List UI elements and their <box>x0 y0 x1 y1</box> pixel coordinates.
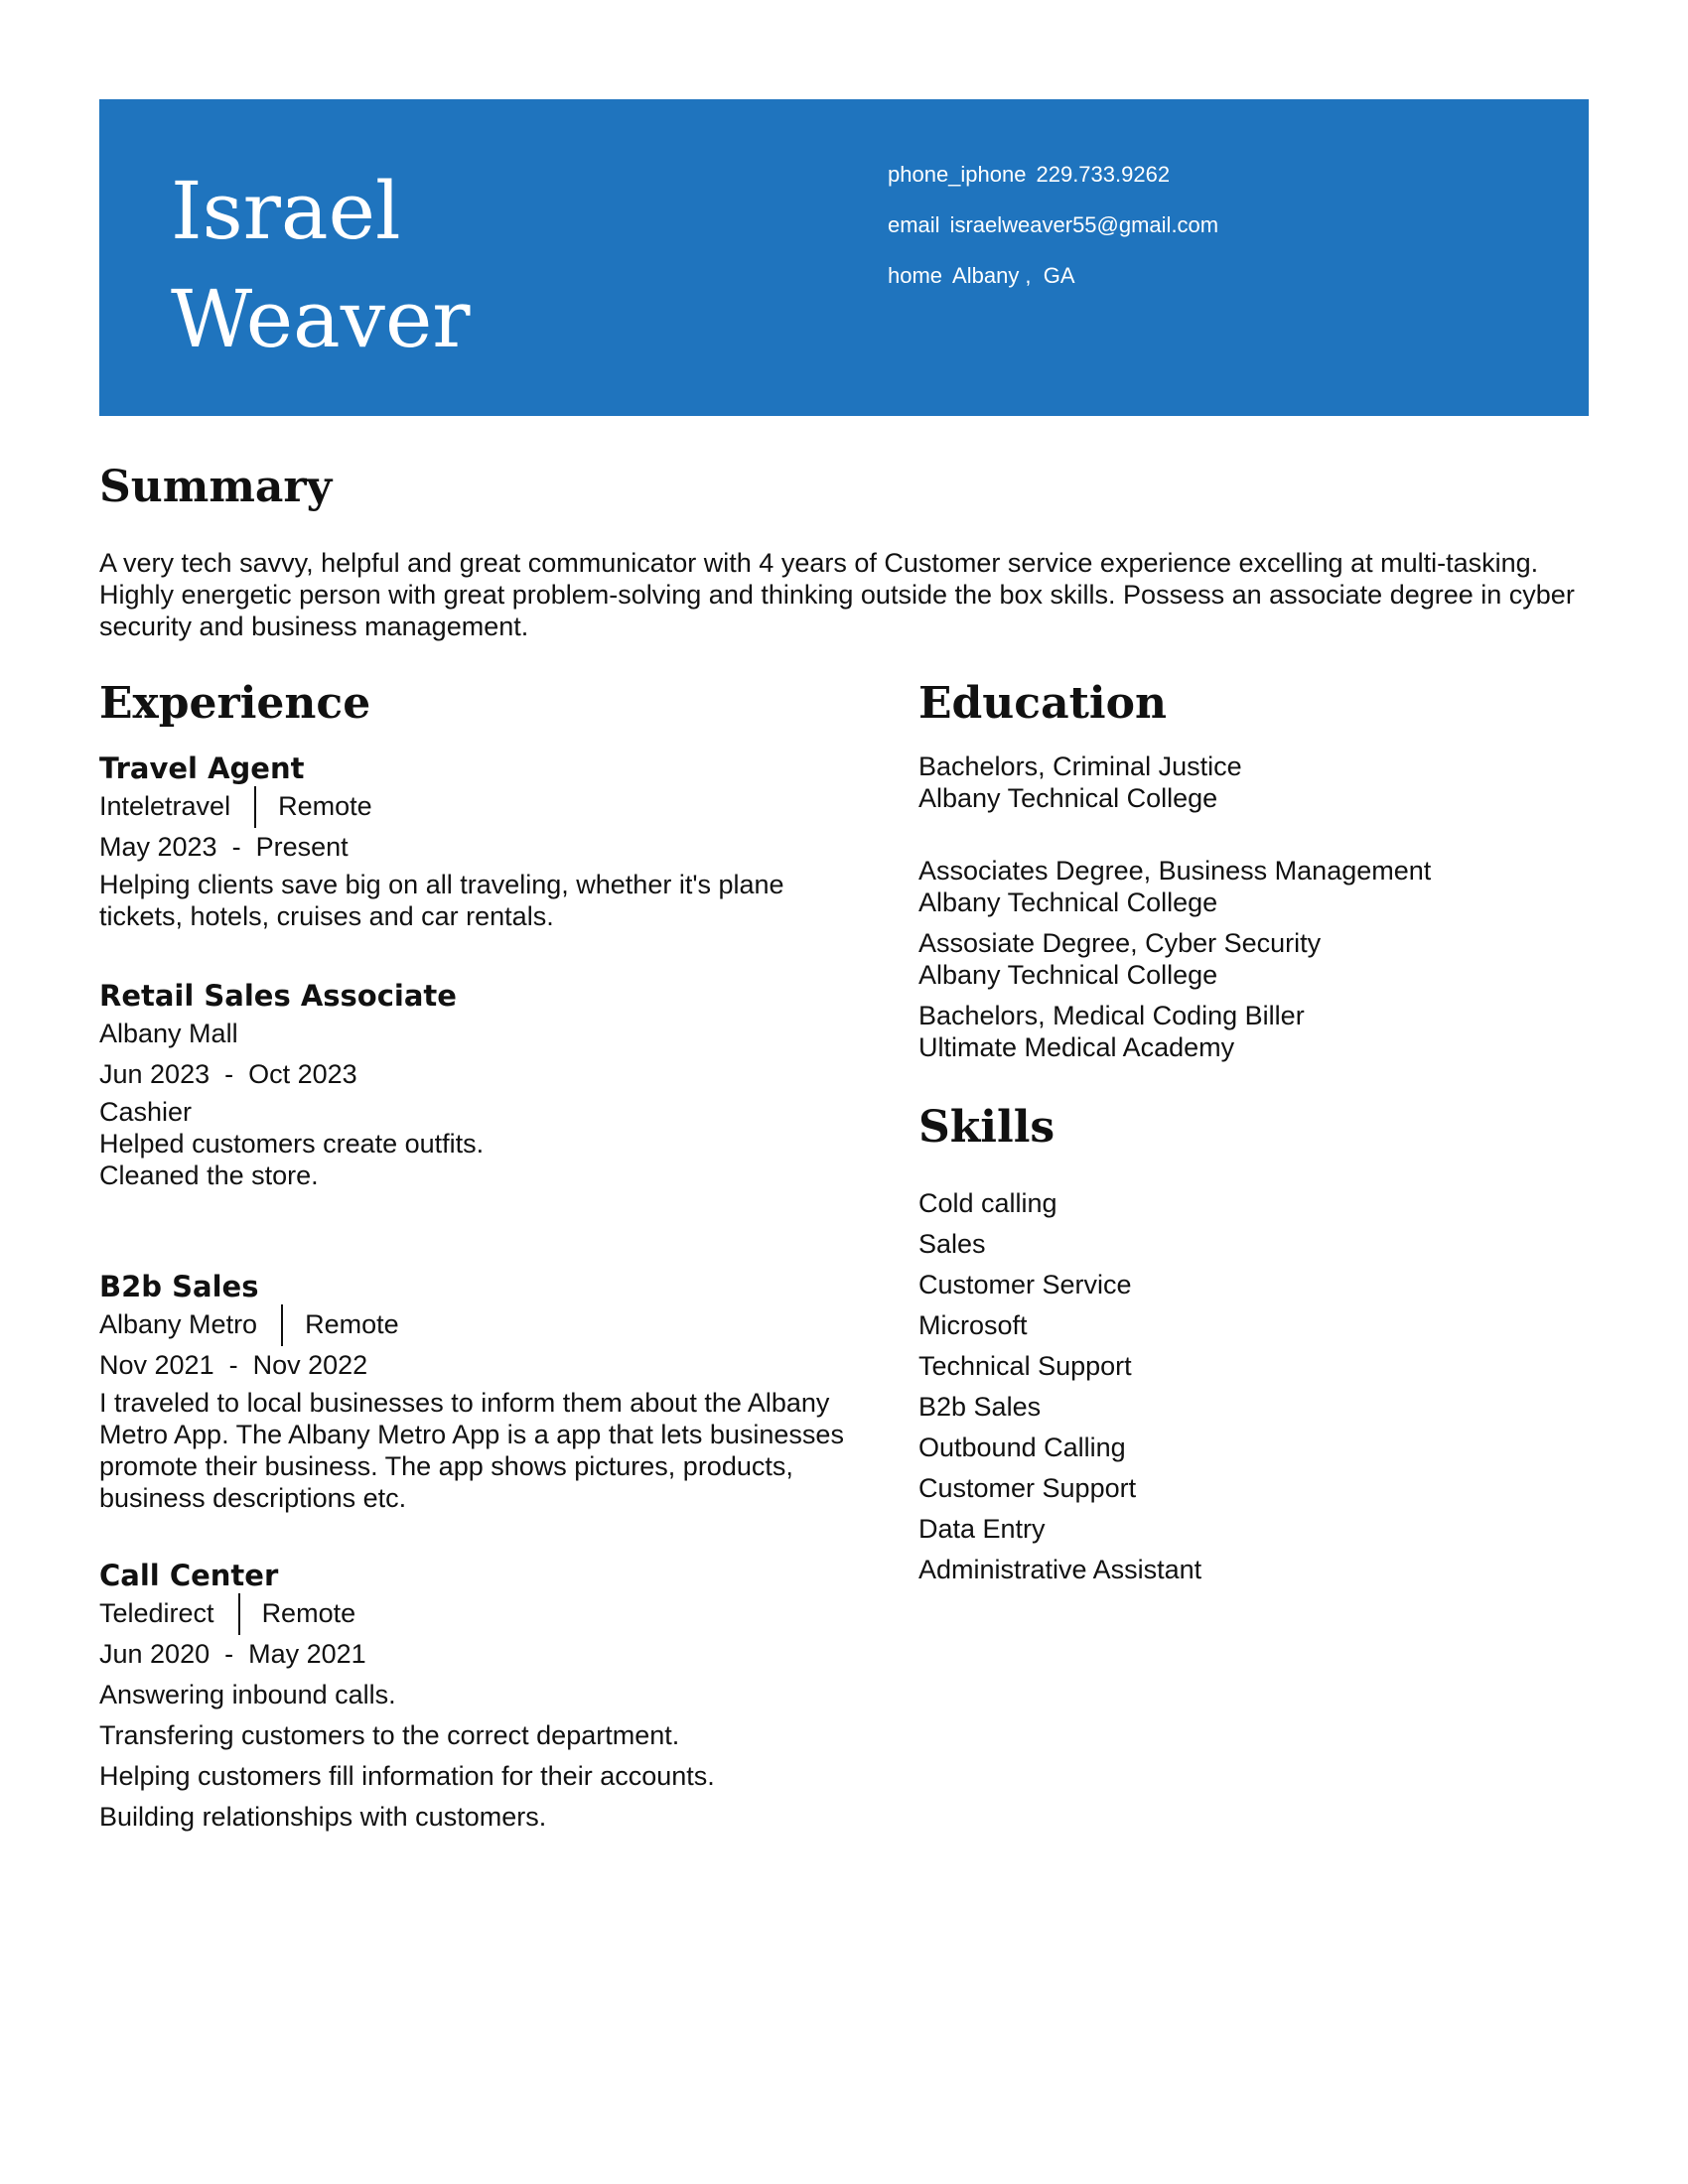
education-heading: Education <box>918 678 1167 729</box>
job-description-line: Building relationships with customers. <box>99 1802 547 1832</box>
employer-line <box>99 786 874 827</box>
job-entry <box>99 1558 874 1838</box>
phone-line <box>888 161 1218 211</box>
school: Albany Technical College <box>918 960 1218 990</box>
email-address[interactable]: israelweaver55@gmail.com <box>949 212 1219 237</box>
skill-item: Data Entry <box>918 1514 1046 1544</box>
skill-item: Cold calling <box>918 1188 1057 1218</box>
company-name: Albany Mall <box>99 1019 238 1048</box>
email-icon: email <box>888 212 940 237</box>
job-dates: Jun 2020 - May 2021 <box>99 1639 366 1669</box>
school: Albany Technical College <box>918 887 1218 917</box>
skill-item: Technical Support <box>918 1351 1132 1381</box>
job-description: I traveled to local businesses to inform them about the Albany Metro App. The Albany Metro App is a app that lets businesses promote their business. The app shows pictures, products, business descriptions etc. <box>99 1388 844 1513</box>
job-entry <box>99 978 874 1191</box>
job-location: Remote <box>261 1598 356 1628</box>
skill-item: Microsoft <box>918 1310 1028 1340</box>
company-name: Inteletravel <box>99 791 231 821</box>
last-name: Weaver <box>171 273 471 365</box>
header-banner <box>99 99 1589 416</box>
job-title: Call Center <box>99 1559 279 1592</box>
job-description: Helping clients save big on all traveling, whether it's plane tickets, hotels, cruises and car rentals. <box>99 870 784 931</box>
job-location: Remote <box>305 1309 399 1339</box>
divider <box>238 1593 240 1635</box>
education-item <box>918 855 1589 918</box>
education-item <box>918 927 1589 991</box>
skill-item: Outbound Calling <box>918 1433 1126 1462</box>
summary-text: A very tech savvy, helpful and great communicator with 4 years of Customer service experience excelling at multi-tasking. Highly energetic person with great problem-solving and thinking outside the box skills. Possess an associate degree in cyber security and business management. <box>99 548 1575 641</box>
degree: Bachelors, Criminal Justice <box>918 751 1242 781</box>
phone-icon: phone_iphone <box>888 162 1027 187</box>
skill-item: Administrative Assistant <box>918 1555 1202 1584</box>
skill-item: Sales <box>918 1229 986 1259</box>
job-description-line: Cashier <box>99 1097 193 1127</box>
job-description-line: Cleaned the store. <box>99 1160 319 1190</box>
summary-heading: Summary <box>99 462 333 512</box>
job-dates: Nov 2021 - Nov 2022 <box>99 1350 368 1380</box>
phone-number[interactable]: 229.733.9262 <box>1036 162 1171 187</box>
job-title: Travel Agent <box>99 751 305 785</box>
education-item <box>918 1000 1589 1063</box>
experience-section <box>99 678 874 1838</box>
home-icon: home <box>888 263 943 288</box>
company-name: Teledirect <box>99 1598 214 1628</box>
location-line <box>888 262 1218 313</box>
skills-heading: Skills <box>918 1102 1055 1153</box>
email-line <box>888 211 1218 262</box>
divider <box>281 1304 283 1346</box>
job-description-line: Answering inbound calls. <box>99 1680 396 1709</box>
skill-item: Customer Service <box>918 1270 1132 1299</box>
divider <box>254 786 256 828</box>
experience-heading: Experience <box>99 678 371 729</box>
school: Albany Technical College <box>918 783 1218 813</box>
skills-section <box>918 1102 1589 1590</box>
job-entry <box>99 751 874 932</box>
education-item <box>918 751 1589 814</box>
job-dates: Jun 2023 - Oct 2023 <box>99 1059 357 1089</box>
contact-info <box>888 161 1218 313</box>
degree: Assosiate Degree, Cyber Security <box>918 928 1322 958</box>
skill-item: Customer Support <box>918 1473 1137 1503</box>
degree: Bachelors, Medical Coding Biller <box>918 1001 1305 1030</box>
job-dates: May 2023 - Present <box>99 832 349 862</box>
employer-line <box>99 1304 874 1345</box>
job-location: Remote <box>278 791 372 821</box>
location: Albany , GA <box>952 263 1075 288</box>
candidate-name <box>171 157 471 373</box>
job-title: Retail Sales Associate <box>99 979 457 1013</box>
school: Ultimate Medical Academy <box>918 1032 1235 1062</box>
job-description-line: Transfering customers to the correct department. <box>99 1720 680 1750</box>
job-description-line: Helping customers fill information for their accounts. <box>99 1761 715 1791</box>
skill-item: B2b Sales <box>918 1392 1042 1422</box>
degree: Associates Degree, Business Management <box>918 856 1432 886</box>
first-name: Israel <box>171 165 401 257</box>
company-name: Albany Metro <box>99 1309 258 1339</box>
job-title: B2b Sales <box>99 1270 259 1303</box>
education-section <box>918 678 1589 1063</box>
job-entry <box>99 1269 874 1514</box>
job-description-line: Helped customers create outfits. <box>99 1129 485 1159</box>
employer-line <box>99 1593 874 1634</box>
right-column <box>918 678 1589 1590</box>
